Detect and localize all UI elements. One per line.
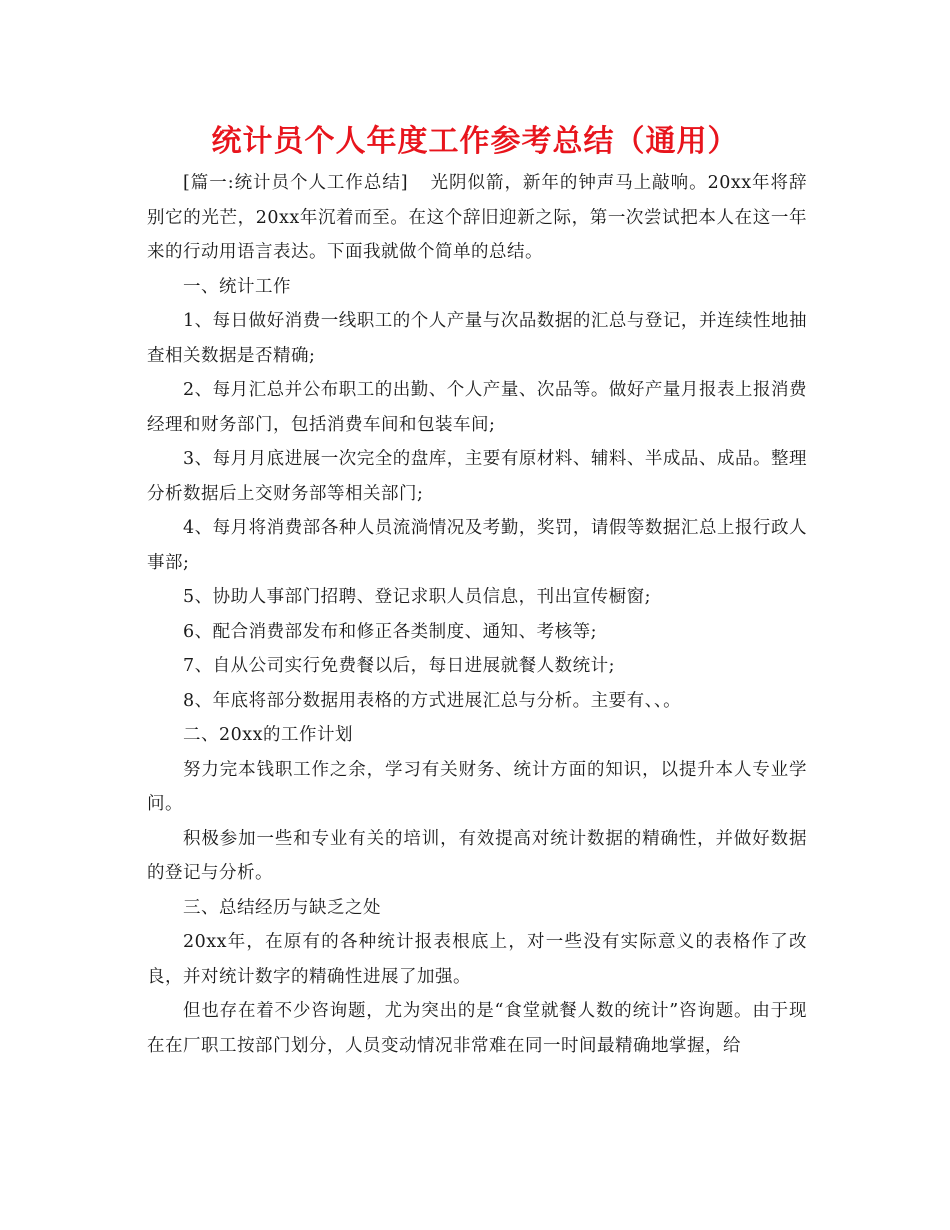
list-item: 6、配合消费部发布和修正各类制度、通知、考核等; (183, 621, 598, 642)
list-item: 5、协助人事部门招聘、登记求职人员信息，刊出宣传橱窗; (183, 587, 652, 607)
list-item: 7、自从公司实行免费餐以后，每日进展就餐人数统计; (183, 656, 616, 676)
section-heading-summary: 三、总结经历与缺乏之处 (183, 897, 381, 918)
body-paragraph: 积极参加一些和专业有关的培训，有效提高对统计数据的精确性，并做好数据的登记与分析。 (147, 828, 807, 883)
list-item: 8、年底将部分数据用表格的方式进展汇总与分析。主要有、、。 (183, 690, 682, 711)
document-title: 统计员个人年度工作参考总结（通用） (211, 124, 739, 159)
body-paragraph: 20xx年，在原有的各种统计报表根底上，对一些没有实际意义的表格作了改良，并对统计数字的精确性进展了加强。 (147, 932, 807, 987)
body-paragraph: 努力完本钱职工作之余，学习有关财务、统计方面的知识，以提升本人专业学问。 (147, 759, 807, 814)
intro-text: 光阴似箭，新年的钟声马上敲响。20xx年将辞别它的光芒，20xx年沉着而至。在这个辞旧迎新之际，第一次尝试把本人在这一年来的行动用语言表达。下面我就做个简单的总结。 (147, 173, 807, 262)
section-heading-plan: 二、20xx的工作计划 (183, 725, 354, 745)
list-item: 1、每日做好消费一线职工的个人产量与次品数据的汇总与登记，并连续性地抽查相关数据是否精确; (147, 311, 807, 366)
list-item: 3、每月月底进展一次完全的盘库，主要有原材料、辅料、半成品、成品。整理分析数据后上交财务部等相关部门; (147, 449, 807, 504)
section-heading-statistics: 一、统计工作 (183, 276, 291, 297)
list-item: 4、每月将消费部各种人员流淌情况及考勤，奖罚，请假等数据汇总上报行政人事部; (147, 518, 807, 573)
list-item: 2、每月汇总并公布职工的出勤、个人产量、次品等。做好产量月报表上报消费经理和财务部门，包括消费车间和包装车间; (147, 380, 807, 435)
intro-label: [篇一:统计员个人工作总结] (183, 173, 409, 193)
document-body (147, 166, 807, 1063)
intro-paragraph (147, 166, 807, 270)
body-paragraph: 但也存在着不少咨询题，尤为突出的是“食堂就餐人数的统计”咨询题。由于现在在厂职工按部门划分，人员变动情况非常难在同一时间最精确地掌握，给 (147, 1001, 807, 1056)
